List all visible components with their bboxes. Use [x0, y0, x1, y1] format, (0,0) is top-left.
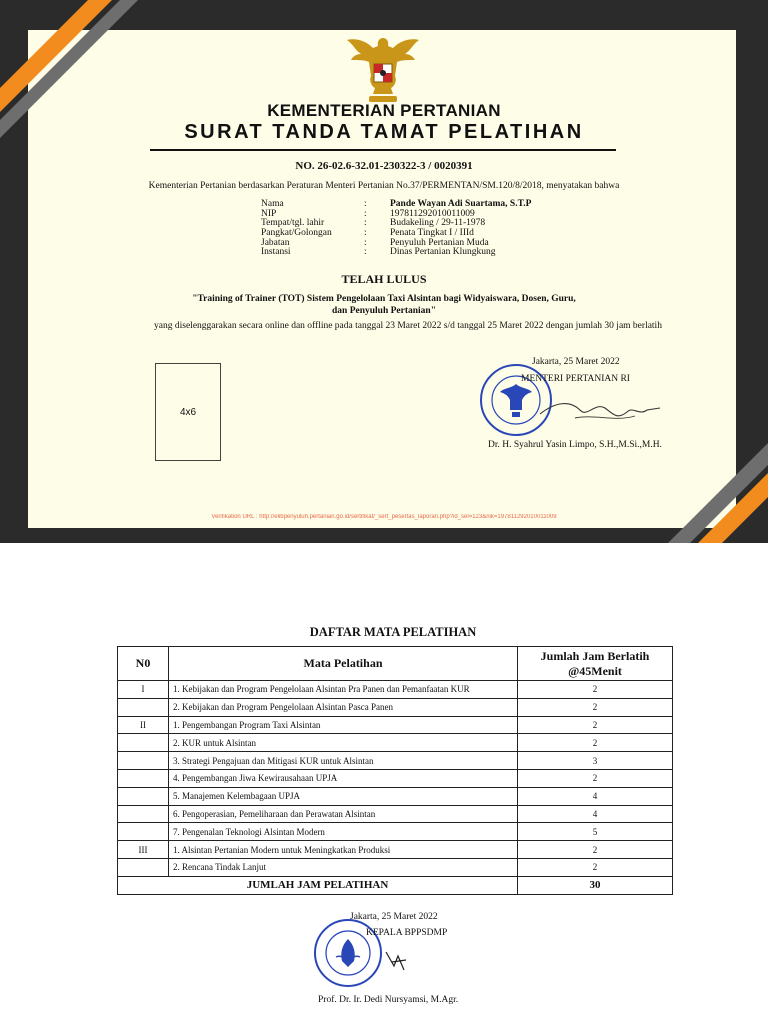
row-hours: 3	[518, 752, 673, 770]
header-hours	[518, 647, 673, 681]
row-hours: 2	[518, 841, 673, 859]
header-subject: Mata Pelatihan	[169, 647, 518, 681]
identity-colon: :	[364, 247, 367, 258]
row-no	[118, 858, 169, 876]
identity-label: Tempat/tgl. lahir	[261, 218, 325, 229]
identity-label: Pangkat/Golongan	[261, 228, 332, 239]
ministry-name: KEMENTERIAN PERTANIAN	[267, 101, 501, 120]
row-subject: 1. Kebijakan dan Program Pengelolaan Alsintan Pra Panen dan Pemanfaatan KUR	[169, 681, 518, 699]
table-row	[118, 805, 673, 823]
signature-icon	[382, 946, 412, 976]
row-hours: 2	[518, 858, 673, 876]
subject-table	[117, 646, 673, 895]
header-no: N0	[118, 647, 169, 681]
training-title-line: dan Penyuluh Pertanian"	[332, 306, 436, 316]
identity-value: Dinas Pertanian Klungkung	[390, 247, 496, 258]
identity-label: Jabatan	[261, 237, 290, 248]
identity-colon: :	[364, 199, 367, 209]
row-no	[118, 698, 169, 716]
row-no	[118, 823, 169, 841]
signer-role: KEPALA BPPSDMP	[366, 928, 448, 938]
certificate-title: SURAT TANDA TAMAT PELATIHAN	[184, 121, 584, 143]
training-description: yang diselenggarakan secara online dan offline pada tanggal 23 Maret 2022 s/d tanggal 25 Maret 2022 dengan jumlah 30 jam berlatih	[154, 321, 662, 331]
certificate-number: NO. 26-02.6-32.01-230322-3 / 0020391	[295, 160, 473, 172]
passed-heading: TELAH LULUS	[341, 272, 427, 286]
row-no: III	[118, 841, 169, 859]
signer-name: Dr. H. Syahrul Yasin Limpo, S.H.,M.Si.,M.H.	[488, 440, 662, 450]
table-row	[118, 858, 673, 876]
row-hours: 2	[518, 716, 673, 734]
signature-icon	[535, 392, 665, 428]
row-subject: 4. Pengembangan Jiwa Kewirausahaan UPJA	[169, 769, 518, 787]
row-hours: 4	[518, 787, 673, 805]
subject-list-title: DAFTAR MATA PELATIHAN	[309, 625, 477, 639]
title-divider	[150, 149, 616, 151]
identity-colon: :	[364, 237, 367, 248]
row-hours: 2	[518, 734, 673, 752]
photo-placeholder	[155, 363, 221, 461]
table-row	[118, 734, 673, 752]
row-hours: 2	[518, 769, 673, 787]
row-no	[118, 734, 169, 752]
row-subject: 6. Pengoperasian, Pemeliharaan dan Perawatan Alsintan	[169, 805, 518, 823]
row-subject: 7. Pengenalan Teknologi Alsintan Modern	[169, 823, 518, 841]
row-subject: 1. Alsintan Pertanian Modern untuk Meningkatkan Produksi	[169, 841, 518, 859]
row-no	[118, 805, 169, 823]
identity-colon: :	[364, 218, 367, 229]
identity-value: Pande Wayan Adi Suartama, S.T.P	[390, 199, 532, 209]
identity-label: Nama	[261, 199, 284, 209]
table-row	[118, 716, 673, 734]
signer-name: Prof. Dr. Ir. Dedi Nursyamsi, M.Agr.	[318, 995, 459, 1005]
total-hours: 30	[518, 876, 673, 894]
table-header-row	[118, 647, 673, 681]
row-no	[118, 787, 169, 805]
row-no	[118, 769, 169, 787]
table-row	[118, 698, 673, 716]
intro-text: Kementerian Pertanian berdasarkan Peraturan Menteri Pertanian No.37/PERMENTAN/SM.120/8/2018, menyatakan bahwa	[148, 181, 620, 191]
row-subject: 5. Manajemen Kelembagaan UPJA	[169, 787, 518, 805]
table-row	[118, 769, 673, 787]
identity-row-agency	[261, 248, 531, 258]
total-label: JUMLAH JAM PELATIHAN	[118, 876, 518, 894]
garuda-emblem-icon	[343, 32, 423, 106]
row-subject: 1. Pengembangan Program Taxi Alsintan	[169, 716, 518, 734]
row-hours: 2	[518, 698, 673, 716]
signer-place-date: Jakarta, 25 Maret 2022	[350, 912, 438, 922]
row-no: I	[118, 681, 169, 699]
table-row	[118, 752, 673, 770]
row-no	[118, 752, 169, 770]
row-hours: 4	[518, 805, 673, 823]
row-subject: 3. Strategi Pengajuan dan Mitigasi KUR untuk Alsintan	[169, 752, 518, 770]
header-hours-line: Jumlah Jam Berlatih	[540, 648, 650, 663]
table-row	[118, 841, 673, 859]
signer-role: MENTERI PERTANIAN RI	[521, 374, 630, 384]
identity-label: Instansi	[261, 247, 291, 258]
training-title	[0, 293, 768, 317]
identity-value: Penata Tingkat I / IIId	[390, 228, 474, 239]
header-hours-line: @45Menit	[568, 663, 622, 678]
identity-value: 197811292010011009	[390, 208, 475, 219]
identity-colon: :	[364, 228, 367, 239]
row-subject: 2. Rencana Tindak Lanjut	[169, 858, 518, 876]
identity-value: Penyuluh Pertanian Muda	[390, 237, 489, 248]
verification-url[interactable]: Verifikation URL : http://elibpenyuluh.pertanian.go.id/sertifikat/_sert_pesertas_laporan.php?id_sel=123&nik=197811292010011009	[211, 514, 557, 520]
training-title-line: "Training of Trainer (TOT) Sistem Pengelolaan Taxi Alsintan bagi Widyaiswara, Dosen, Guru,	[192, 294, 576, 304]
identity-colon: :	[364, 208, 367, 219]
table-row	[118, 681, 673, 699]
identity-block	[261, 200, 531, 258]
row-hours: 5	[518, 823, 673, 841]
signer-place-date: Jakarta, 25 Maret 2022	[532, 357, 620, 367]
row-subject: 2. Kebijakan dan Program Pengelolaan Alsintan Pasca Panen	[169, 698, 518, 716]
row-hours: 2	[518, 681, 673, 699]
row-subject: 2. KUR untuk Alsintan	[169, 734, 518, 752]
identity-label: NIP	[261, 208, 277, 219]
identity-value: Budakeling / 29-11-1978	[390, 218, 486, 229]
row-no: II	[118, 716, 169, 734]
table-total-row	[118, 876, 673, 894]
table-row	[118, 787, 673, 805]
photo-label: 4x6	[179, 406, 197, 418]
table-row	[118, 823, 673, 841]
